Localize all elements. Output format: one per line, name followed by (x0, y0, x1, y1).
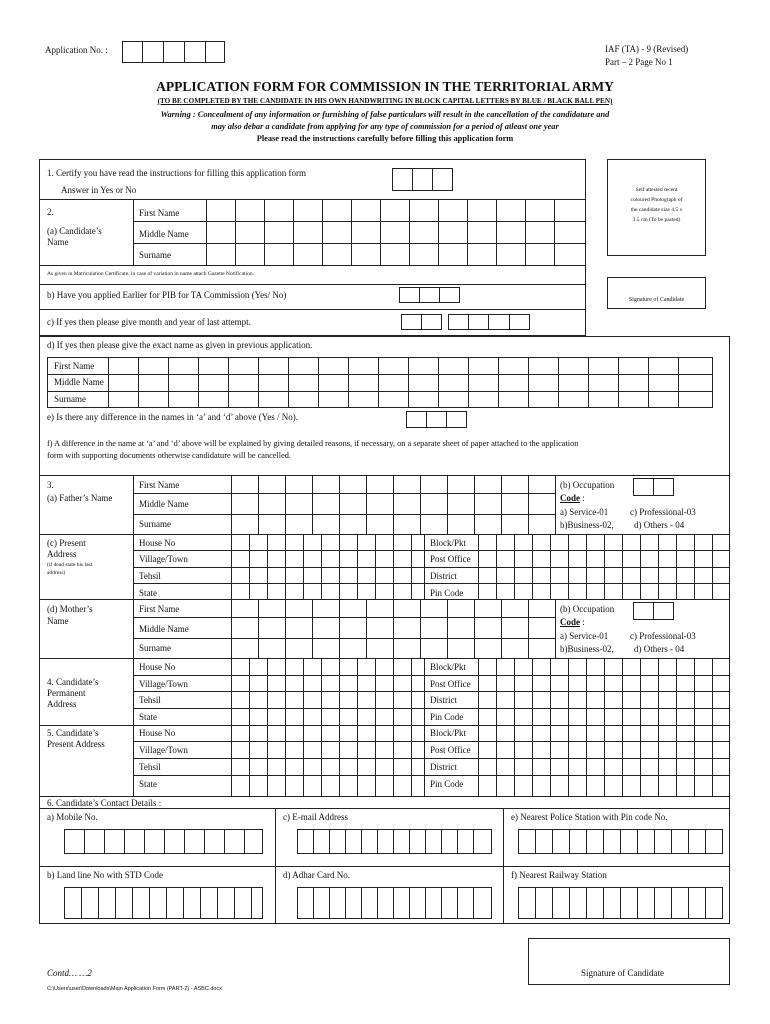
pres-village: Village/Town (139, 745, 188, 755)
perm-address-cells-left[interactable] (231, 658, 425, 725)
warning-line-1: Warning : Concealment of any information or furnishing of false particulars will result in the cancellation of the candidature and (160, 110, 610, 119)
q6-mobile-label: a) Mobile No. (47, 812, 98, 822)
pres-block: Block/Pkt (430, 728, 467, 738)
q5-label-2: Present Address (47, 739, 105, 749)
q2-name-cells[interactable] (206, 199, 586, 265)
pres-house-no: House No (139, 728, 176, 738)
q3-mother-label-2: Name (47, 616, 69, 626)
q2-f-line-1: f) A difference in the name at ‘a’ and ‘d’ above will be explained by giving detailed reasons, if necessary, on a separate sheet of paper attached to the application (47, 439, 579, 448)
q6-police-label: e) Nearest Police Station with Pin code No. (511, 812, 668, 822)
q6-adhar-label: d) Adhar Card No. (283, 870, 350, 880)
q1-answer-boxes[interactable] (392, 168, 453, 191)
q2-d-surname: Surname (54, 394, 86, 404)
q5-label: 5. Candidate’s (47, 728, 99, 738)
police-station-boxes[interactable] (518, 829, 723, 854)
q6-title: 6. Candidate’s Contact Details : (47, 798, 162, 808)
mother-middle-name: Middle Name (139, 624, 189, 634)
q2-note: As given in Matriculation Certificate, in case of variation in name attach Gazette Notification. (47, 271, 254, 277)
pres-address-cells-right[interactable] (478, 725, 730, 796)
q3-present-note: (if dead state his last (47, 562, 93, 568)
q3-mother-label: (d) Mother’s (47, 604, 93, 614)
father-address-cells-right[interactable] (478, 534, 730, 599)
q1-answer-label: Answer in Yes or No (61, 185, 137, 195)
q2-d-first-name: First Name (54, 361, 95, 371)
q6-railway-label: f) Nearest Railway Station (511, 870, 607, 880)
q1-text: 1. Certify you have read the instructions for filling this application form (47, 168, 306, 178)
adhar-boxes[interactable] (297, 887, 492, 919)
father-occupation-label: (b) Occupation (560, 480, 615, 490)
perm-house-no: House No (139, 662, 176, 672)
q6-email-label: c) E-mail Address (283, 812, 348, 822)
page-info: Part – 2 Page No 1 (605, 57, 673, 67)
father-house-no: House No (139, 538, 176, 548)
q4-label: 4. Candidate’s (47, 677, 99, 687)
pres-post-office: Post Office (430, 745, 471, 755)
signature-box-top[interactable]: Signature of Candidate (607, 277, 706, 309)
mother-occupation-boxes[interactable] (633, 602, 674, 620)
q2-f-line-2: form with supporting documents otherwise candidature will be cancelled. (47, 451, 291, 460)
page-title: APPLICATION FORM FOR COMMISSION IN THE TERRITORIAL ARMY (156, 79, 614, 94)
q2-surname-label: Surname (139, 250, 171, 260)
application-no-boxes[interactable] (122, 41, 225, 63)
father-village: Village/Town (139, 554, 188, 564)
q2-label-2: Name (47, 237, 69, 247)
q2-number: 2. (47, 207, 54, 217)
perm-block: Block/Pkt (430, 662, 467, 672)
father-code-c: c) Professional-03 (630, 507, 696, 517)
q3-present-note-2: address) (47, 570, 66, 576)
father-code-b: b)Business-02, (560, 520, 614, 530)
q2-c-text: c) If yes then please give month and year of last attempt. (47, 317, 251, 327)
father-first-name: First Name (139, 480, 180, 490)
father-block: Block/Pkt (430, 538, 467, 548)
pres-pin-code: Pin Code (430, 779, 464, 789)
q2-c-month-boxes[interactable] (401, 314, 442, 330)
q4-label-2: Permanent (47, 688, 86, 698)
q2-e-boxes[interactable] (406, 411, 467, 428)
mother-code-d: d) Others - 04 (634, 644, 685, 654)
landline-boxes[interactable] (64, 887, 263, 919)
perm-state: State (139, 712, 157, 722)
perm-district: District (430, 695, 457, 705)
perm-post-office: Post Office (430, 679, 471, 689)
father-pin-code: Pin Code (430, 588, 464, 598)
pres-state: State (139, 779, 157, 789)
father-surname: Surname (139, 519, 171, 529)
father-code-d: d) Others - 04 (634, 520, 685, 530)
mother-surname: Surname (139, 643, 171, 653)
photo-box[interactable]: Self attested recent coloured Photograph of the candidate size 4.5 x 3.5 cm (To be pasted) (607, 159, 706, 256)
q3-present-label-2: Address (47, 549, 77, 559)
perm-tehsil: Tehsil (139, 695, 161, 705)
q3-number: 3. (47, 480, 54, 490)
signature-box-bottom[interactable] (528, 938, 730, 985)
mother-code-b: b)Business-02, (560, 644, 614, 654)
page-subtitle: (TO BE COMPLETED BY THE CANDIDATE IN HIS OWN HANDWRITING IN BLOCK CAPITAL LETTERS BY BLUE / BLACK BALL PEN) (157, 97, 613, 105)
q4-label-3: Address (47, 699, 77, 709)
father-middle-name: Middle Name (139, 499, 189, 509)
father-address-cells-left[interactable] (231, 534, 425, 599)
q2-e-text: e) Is there any difference in the names in ‘a’ and ‘d’ above (Yes / No). (47, 412, 298, 422)
q2-d-middle-name: Middle Name (54, 377, 104, 387)
mother-first-name: First Name (139, 604, 180, 614)
application-no-label: Application No. : (45, 45, 108, 55)
mother-occupation-label: (b) Occupation (560, 604, 615, 614)
pres-address-cells-left[interactable] (231, 725, 425, 796)
father-tehsil: Tehsil (139, 571, 161, 581)
email-boxes[interactable] (297, 829, 492, 854)
perm-village: Village/Town (139, 679, 188, 689)
q2-c-year-boxes[interactable] (448, 314, 530, 330)
mobile-no-boxes[interactable] (64, 829, 263, 854)
pres-district: District (430, 762, 457, 772)
warning-line-2: may also debar a candidate from applying for any type of commission for a period of atleast one year (211, 122, 559, 131)
father-district: District (430, 571, 457, 581)
q2-b-text: b) Have you applied Earlier for PIB for TA Commission (Yes/ No) (47, 290, 287, 300)
instruction-line: Please read the instructions carefully before filling this application form (256, 134, 514, 143)
q2-middle-name-label: Middle Name (139, 229, 189, 239)
mother-code-label: Code : (560, 617, 585, 627)
footer-signature-label: Signature of Candidate (581, 968, 664, 978)
q2-d-name-cells[interactable] (108, 357, 713, 408)
perm-address-cells-right[interactable] (478, 658, 730, 725)
file-path: C:\Users\user\Downloads\Main Application Form (PART-2) - ASBC.docx (47, 986, 222, 992)
mother-code-c: c) Professional-03 (630, 631, 696, 641)
q6-landline-label: b) Land line No with STD Code (47, 870, 163, 880)
father-occupation-boxes[interactable] (633, 478, 674, 496)
q3-present-label: (c) Present (47, 538, 86, 548)
father-code-label: Code : (560, 493, 585, 503)
father-state: State (139, 588, 157, 598)
contd-label: Contd… …2 (47, 968, 92, 978)
q2-d-text: d) If yes then please give the exact name as given in previous application. (47, 340, 313, 350)
mother-code-a: a) Service-01 (560, 631, 609, 641)
father-name-cells[interactable] (231, 475, 555, 534)
father-code-a: a) Service-01 (560, 507, 609, 517)
mother-name-cells[interactable] (231, 599, 555, 658)
perm-pin-code: Pin Code (430, 712, 464, 722)
railway-station-boxes[interactable] (518, 887, 723, 919)
q3-father-label: (a) Father’s Name (47, 493, 113, 503)
father-post-office: Post Office (430, 554, 471, 564)
q2-b-boxes[interactable] (399, 287, 460, 303)
pres-tehsil: Tehsil (139, 762, 161, 772)
q2-first-name-label: First Name (139, 208, 180, 218)
form-code: IAF (TA) - 9 (Revised) (605, 44, 689, 54)
q2-label: (a) Candidate’s (47, 226, 102, 236)
